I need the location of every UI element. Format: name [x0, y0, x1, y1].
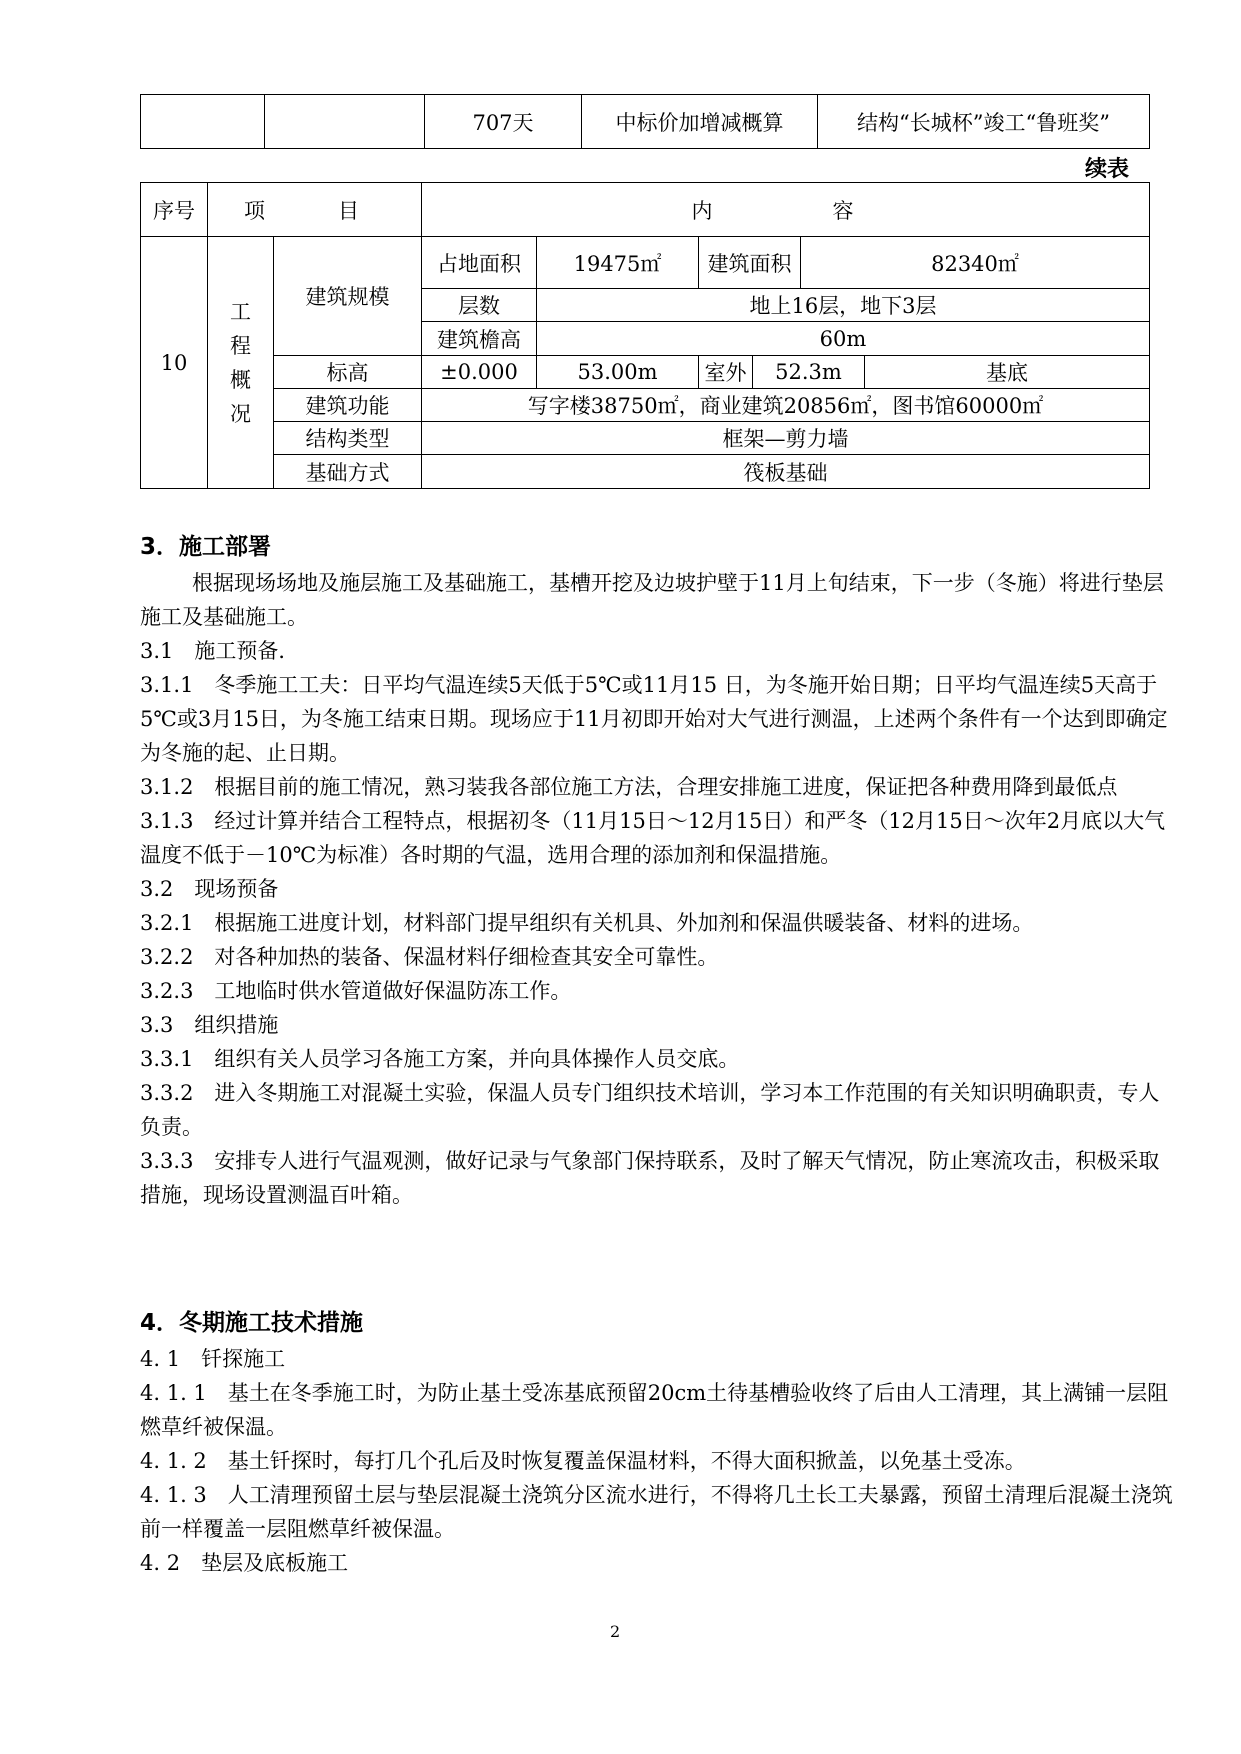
- paragraph: 4. 1. 1 基土在冬季施工时，为防止基土受冻基底预留20cm土待基槽验收终了后由人工清理，其上满铺一层阻燃草纤被保温。: [140, 1381, 1169, 1439]
- paragraph: 根据现场场地及施层施工及基础施工，基槽开挖及边坡护壁于11月上旬结束，下一步（冬施）将进行垫层施工及基础施工。: [140, 571, 1164, 629]
- structure-label: 结构类型: [274, 422, 422, 455]
- header-item: 项 目: [208, 183, 422, 237]
- subheading: 3.1 施工预备．: [140, 639, 300, 663]
- table-row: [141, 95, 1150, 149]
- build-area-value: 82340㎡: [801, 237, 1150, 289]
- land-area-label: 占地面积: [422, 237, 537, 289]
- subheading: 4. 1 钎探施工: [140, 1347, 286, 1371]
- table-row: [141, 422, 1150, 455]
- subheading: 3.2 现场预备: [140, 877, 279, 901]
- paragraph: 4. 1. 2 基土钎探时，每打几个孔后及时恢复覆盖保温材料，不得大面积掀盖，以免基土受冻。: [140, 1449, 1026, 1473]
- table-row: [141, 237, 1150, 289]
- building-scale-label: 建筑规模: [274, 237, 422, 356]
- outdoor-value: 52.3m: [753, 356, 865, 389]
- section-4-heading: 4．冬期施工技术措施: [140, 1310, 364, 1336]
- table-row: [141, 455, 1150, 489]
- paragraph: 3.1.2 根据目前的施工情况，熟习装我各部位施工方法，合理安排施工进度，保证把各种费用降到最低点: [140, 775, 1118, 799]
- page-number: 2: [610, 1622, 621, 1641]
- table-header-row: [141, 183, 1150, 237]
- group-label-vertical: [208, 237, 274, 489]
- paragraph: 4. 1. 3 人工清理预留土层与垫层混凝土浇筑分区流水进行，不得将几土长工夫暴露，预留土清理后混凝土浇筑前一样覆盖一层阻燃草纤被保温。: [140, 1483, 1173, 1541]
- project-overview-table: [140, 182, 1150, 489]
- function-label: 建筑功能: [274, 389, 422, 422]
- paragraph: 3.3.3 安排专人进行气温观测，做好记录与气象部门保持联系，及时了解天气情况，防止寒流攻击，积极采取措施，现场设置测温百叶箱。: [140, 1149, 1160, 1207]
- subheading: 4. 2 垫层及底板施工: [140, 1551, 349, 1575]
- paragraph: 3.1.1 冬季施工工夫：日平均气温连续5天低于5℃或11月15 日，为冬施开始日期；日平均气温连续5天高于5℃或3月15日，为冬施工结束日期。现场应于11月初即开始对大气进行测温，上述两个条件有一个达到即确定为冬施的起、止日期。: [140, 673, 1168, 765]
- eave-label: 建筑檐高: [422, 322, 537, 356]
- floors-value: 地上16层，地下3层: [537, 289, 1150, 322]
- table-row: [141, 356, 1150, 389]
- quality-cell: 结构“长城杯”竣工“鲁班奖”: [818, 95, 1150, 149]
- base-label: 基底: [865, 356, 1150, 389]
- function-value: 写字楼38750㎡，商业建筑20856㎡，图书馆60000㎡: [422, 389, 1150, 422]
- row-number: 10: [141, 237, 208, 489]
- section-4-body: [140, 1342, 1175, 1580]
- table-cell-empty: [141, 95, 265, 149]
- structure-value: 框架—剪力墙: [422, 422, 1150, 455]
- paragraph: 3.1.3 经过计算并结合工程特点，根据初冬（11月15日～12月15日）和严冬（12月15日～次年2月底以大气温度不低于－10℃为标准）各时期的气温，选用合理的添加剂和保温措施。: [140, 809, 1166, 867]
- land-area-value: 19475㎡: [537, 237, 699, 289]
- paragraph: 3.2.1 根据施工进度计划，材料部门提早组织有关机具、外加剂和保温供暖装备、材料的进场。: [140, 911, 1034, 935]
- elevation-label: 标高: [274, 356, 422, 389]
- section-3-body: [140, 566, 1175, 1212]
- table-row: [141, 389, 1150, 422]
- eave-value: 60m: [537, 322, 1150, 356]
- budget-cell: 中标价加增减概算: [582, 95, 818, 149]
- section-3-heading: 3．施工部署: [140, 534, 272, 560]
- elevation-zero: ±0.000: [422, 356, 537, 389]
- build-area-label: 建筑面积: [699, 237, 801, 289]
- foundation-label: 基础方式: [274, 455, 422, 489]
- header-content: 内 容: [422, 183, 1150, 237]
- paragraph: 3.2.2 对各种加热的装备、保温材料仔细检查其安全可靠性。: [140, 945, 719, 969]
- outdoor-label: 室外: [699, 356, 753, 389]
- group-label: 工程概况: [230, 299, 251, 426]
- foundation-value: 筏板基础: [422, 455, 1150, 489]
- subheading: 3.3 组织措施: [140, 1013, 279, 1037]
- elevation-top: 53.00m: [537, 356, 699, 389]
- table-cell-empty: [265, 95, 425, 149]
- header-no: 序号: [141, 183, 208, 237]
- floors-label: 层数: [422, 289, 537, 322]
- duration-cell: 707天: [425, 95, 582, 149]
- paragraph: 3.2.3 工地临时供水管道做好保温防冻工作。: [140, 979, 572, 1003]
- paragraph: 3.3.1 组织有关人员学习各施工方案，并向具体操作人员交底。: [140, 1047, 740, 1071]
- continued-table-label: 续表: [1085, 157, 1130, 182]
- paragraph: 3.3.2 进入冬期施工对混凝土实验，保温人员专门组织技术培训，学习本工作范围的有关知识明确职责，专人负责。: [140, 1081, 1160, 1139]
- continued-table-fragment: [140, 94, 1150, 149]
